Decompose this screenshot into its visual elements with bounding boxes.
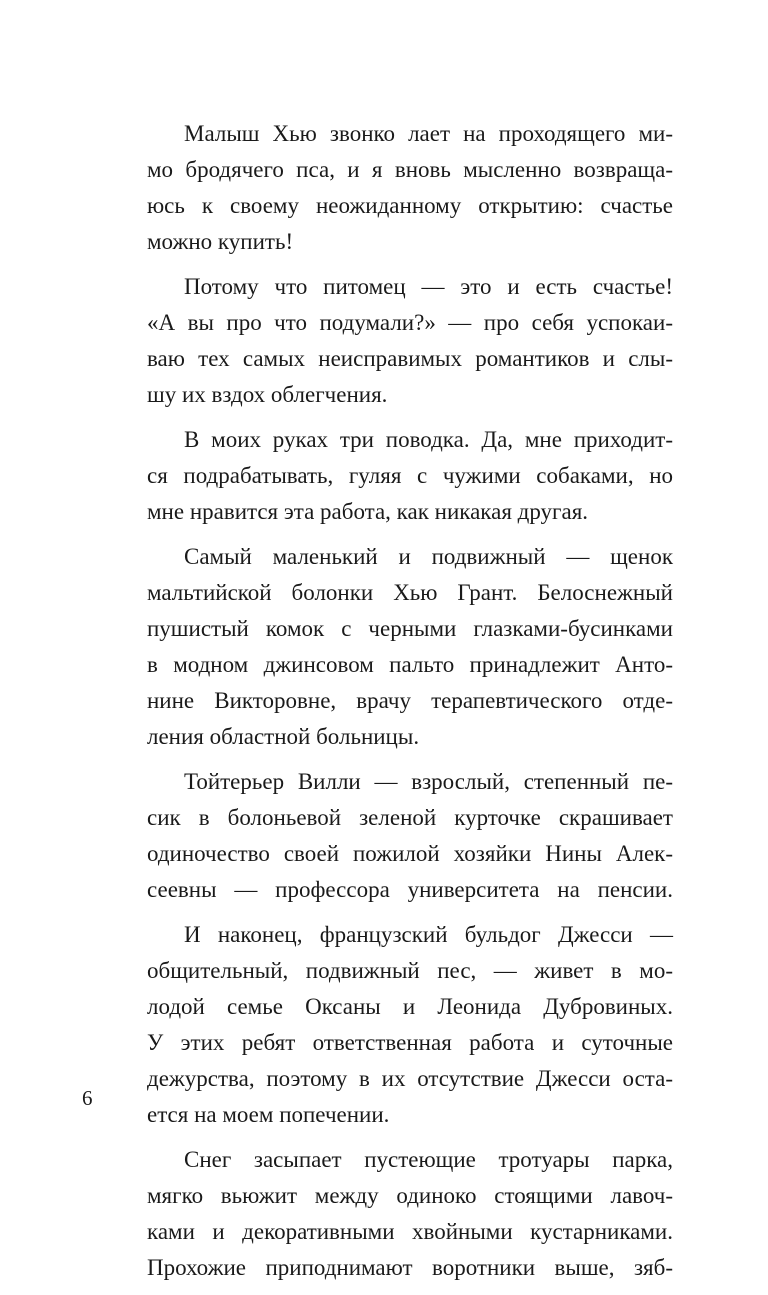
text-line: дежурства, поэтому в их отсутствие Джесси оста- <box>147 1066 673 1091</box>
paragraph-2 <box>147 269 673 413</box>
text-line: мо бродячего пса, и я вновь мысленно возвраща- <box>147 157 673 182</box>
text-line: юсь к своему неожиданному открытию: счастье <box>147 193 673 218</box>
paragraph-5 <box>147 764 673 908</box>
text-line: ется на моем попечении. <box>147 1102 390 1127</box>
paragraph-1 <box>147 116 673 260</box>
text-line: мне нравится эта работа, как никакая другая. <box>147 499 589 524</box>
text-line: ся подрабатывать, гуляя с чужими собаками, но <box>147 463 673 488</box>
paragraph-7 <box>147 1142 673 1286</box>
text-line: шу их вздох облегчения. <box>147 382 388 407</box>
text-line: Прохожие приподнимают воротники выше, зяб- <box>147 1255 673 1280</box>
text-line: пушистый комок с черными глазками-бусинками <box>147 616 673 641</box>
text-line: ваю тех самых неисправимых романтиков и слы- <box>147 346 673 371</box>
text-line: И наконец, французский бульдог Джесси — <box>184 922 673 947</box>
text-line: в модном джинсовом пальто принадлежит Анто- <box>147 652 673 677</box>
text-line: Снег засыпает пустеющие тротуары парка, <box>184 1147 673 1172</box>
page-number: 6 <box>82 1086 93 1110</box>
text-line: «А вы про что подумали?» — про себя успокаи- <box>147 310 673 335</box>
text-line: Самый маленький и подвижный — щенок <box>184 544 673 569</box>
text-line: лодой семье Оксаны и Леонида Дубровиных. <box>147 994 673 1019</box>
text-line: Тойтерьер Вилли — взрослый, степенный пе- <box>184 769 673 794</box>
text-line: можно купить! <box>147 229 294 254</box>
text-line: Потому что питомец — это и есть счастье! <box>184 274 673 299</box>
text-line: нине Викторовне, врачу терапевтического отде- <box>147 688 673 713</box>
text-line: Малыш Хью звонко лает на проходящего ми- <box>184 121 673 146</box>
text-line: сик в болоньевой зеленой курточке скрашивает <box>147 805 673 830</box>
paragraph-3 <box>147 422 673 530</box>
text-line: У этих ребят ответственная работа и суточные <box>147 1030 673 1055</box>
text-line: общительный, подвижный пес, — живет в мо- <box>147 958 673 983</box>
book-page-text <box>147 116 673 1295</box>
text-line: мальтийской болонки Хью Грант. Белоснежный <box>147 580 673 605</box>
text-line: мягко вьюжит между одиноко стоящими лавоч- <box>147 1183 673 1208</box>
paragraph-6 <box>147 917 673 1133</box>
text-line: одиночество своей пожилой хозяйки Нины Алек- <box>147 841 673 866</box>
text-line: ления областной больницы. <box>147 724 420 749</box>
text-line: сеевны — профессора университета на пенсии. <box>147 877 673 902</box>
paragraph-4 <box>147 539 673 755</box>
text-line: ками и декоративными хвойными кустарниками. <box>147 1219 673 1244</box>
text-line: В моих руках три поводка. Да, мне приходит- <box>184 427 673 452</box>
